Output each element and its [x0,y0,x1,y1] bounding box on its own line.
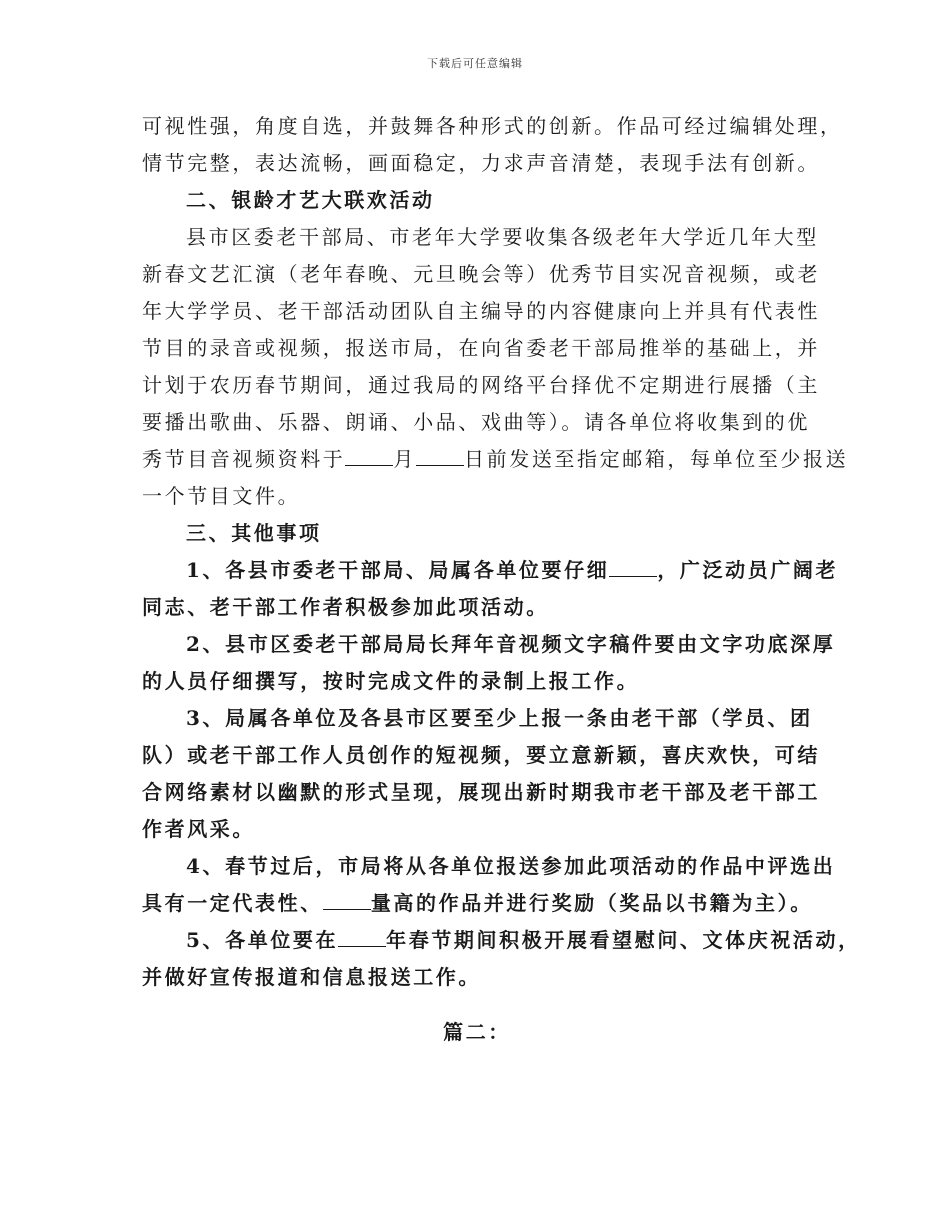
text-line: 3、局属各单位及各县市区要至少上报一条由老干部（学员、团 [186,706,813,730]
text-line [142,885,812,922]
blank-field [338,928,386,947]
blank-field [416,447,464,466]
document-body [142,108,861,1051]
section-title: 篇二： [443,1020,511,1044]
text-line: 可视性强，角度自选，并鼓舞各种形式的创新。作品可经过编辑处理， [142,114,843,138]
text-segment: 1、各县市委老干部局、局属各单位要仔细 [186,558,610,582]
text-line [142,441,849,478]
text-segment: ，广泛动员广阔老 [657,558,839,582]
text-line: 县市区委老干部局、市老年大学要收集各级老年大学近几年大型 [186,225,819,249]
text-line: 一个节目文件。 [142,484,301,508]
text-line: 合网络素材以幽默的形式呈现，展现出新时期我市老干部及老干部工 [142,780,820,804]
text-segment: 5、各单位要在 [186,928,339,952]
text-line: 年大学学员、老干部活动团队自主编导的内容健康向上并具有代表性 [142,299,820,323]
text-segment: 秀节目音视频资料于 [142,447,346,471]
text-segment: 年春节期间积极开展看望慰问、文体庆祝活动， [386,928,861,952]
text-line: 情节完整，表达流畅，画面稳定，力求声音清楚，表现手法有创新。 [142,151,820,175]
text-line: 2、县市区委老干部局局长拜年音视频文字稿件要由文字功底深厚 [186,632,836,656]
text-line: 同志、老干部工作者积极参加此项活动。 [142,595,549,619]
text-line [142,552,839,589]
blank-field [345,447,393,466]
text-line: 节目的录音或视频，报送市局，在向省委老干部局推举的基础上，并 [142,336,820,360]
text-segment: 具有一定代表性、 [142,891,323,915]
text-line: 队）或老干部工作人员创作的短视频，要立意新颖，喜庆欢快，可结 [142,743,820,767]
text-line [142,922,861,959]
text-line: 4、春节过后，市局将从各单位报送参加此项活动的作品中评选出 [186,854,836,878]
text-line: 计划于农历春节期间，通过我局的网络平台择优不定期进行展播（主 [142,373,820,397]
text-line: 新春文艺汇演（老年春晚、元旦晚会等）优秀节目实况音视频，或老 [142,262,820,286]
text-segment: 日前发送至指定邮箱，每单位至少报送 [464,447,849,471]
heading-other-matters: 三、其他事项 [186,521,322,545]
page-header: 下载后可任意编辑 [427,57,523,70]
text-segment: 量高的作品并进行奖励（奖品以书籍为主）。 [370,891,813,915]
text-line: 的人员仔细撰写，按时完成文件的录制上报工作。 [142,669,640,693]
heading-silver-talent: 二、银龄才艺大联欢活动 [186,188,435,212]
text-line: 并做好宣传报道和信息报送工作。 [142,965,481,989]
blank-field [609,558,657,577]
text-line: 要播出歌曲、乐器、朗诵、小品、戏曲等）。请各单位将收集到的优 [142,410,810,434]
blank-field [323,891,371,910]
text-line: 作者风采。 [142,817,255,841]
text-segment: 月 [393,447,417,471]
